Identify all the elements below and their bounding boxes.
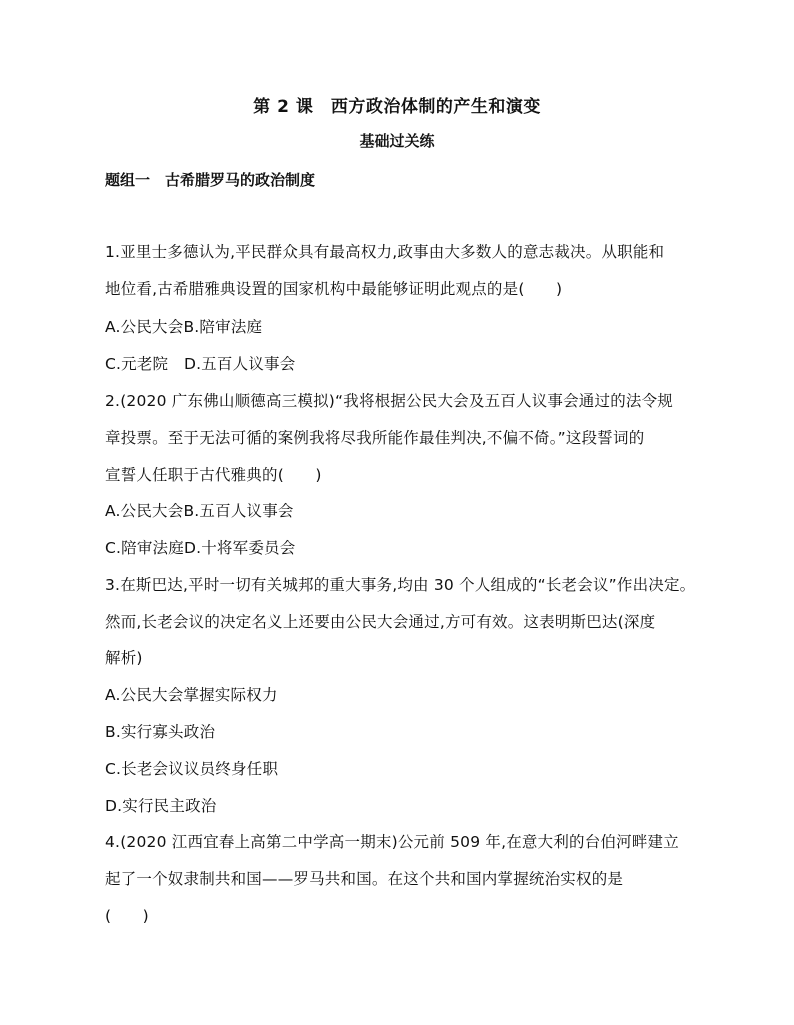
- q4-stem-line-3: ( ): [105, 907, 149, 925]
- q2-stem-line-2: 章投票。至于无法可循的案例我将尽我所能作最佳判决,不偏不倚。”这段誓词的: [105, 429, 645, 447]
- q1-option-cd: C.元老院 D.五百人议事会: [105, 355, 296, 373]
- q2-stem-line-1: 2.(2020 广东佛山顺德高三模拟)“我将根据公民大会及五百人议事会通过的法令规: [105, 392, 673, 410]
- q3-option-c: C.长老会议议员终身任职: [105, 760, 279, 778]
- q3-stem-line-1: 3.在斯巴达,平时一切有关城邦的重大事务,均由 30 个人组成的“长老会议”作出决定。: [105, 576, 696, 594]
- q2-stem-line-3: 宣誓人任职于古代雅典的( ): [105, 466, 322, 484]
- q2-option-cd: C.陪审法庭D.十将军委员会: [105, 539, 296, 557]
- q4-stem-line-1: 4.(2020 江西宜春上高第二中学高一期末)公元前 509 年,在意大利的台伯河畔建立: [105, 833, 679, 851]
- q2-option-ab: A.公民大会B.五百人议事会: [105, 502, 294, 520]
- q4-stem-line-2: 起了一个奴隶制共和国——罗马共和国。在这个共和国内掌握统治实权的是: [105, 870, 624, 888]
- question-group-heading: 题组一 古希腊罗马的政治制度: [105, 171, 316, 189]
- q3-option-d: D.实行民主政治: [105, 797, 217, 815]
- q1-stem-line-1: 1.亚里士多德认为,平民群众具有最高权力,政事由大多数人的意志裁决。从职能和: [105, 243, 665, 261]
- section-subtitle: 基础过关练: [359, 132, 435, 150]
- page-title: 第 2 课 西方政治体制的产生和演变: [253, 97, 541, 117]
- q1-stem-line-2: 地位看,古希腊雅典设置的国家机构中最能够证明此观点的是( ): [105, 280, 563, 298]
- q3-stem-line-3: 解析): [105, 649, 143, 667]
- q3-stem-line-2: 然而,长老会议的决定名义上还要由公民大会通过,方可有效。这表明斯巴达(深度: [105, 613, 656, 631]
- q3-option-a: A.公民大会掌握实际权力: [105, 686, 278, 704]
- q1-option-ab: A.公民大会B.陪审法庭: [105, 318, 263, 336]
- q3-option-b: B.实行寡头政治: [105, 723, 216, 741]
